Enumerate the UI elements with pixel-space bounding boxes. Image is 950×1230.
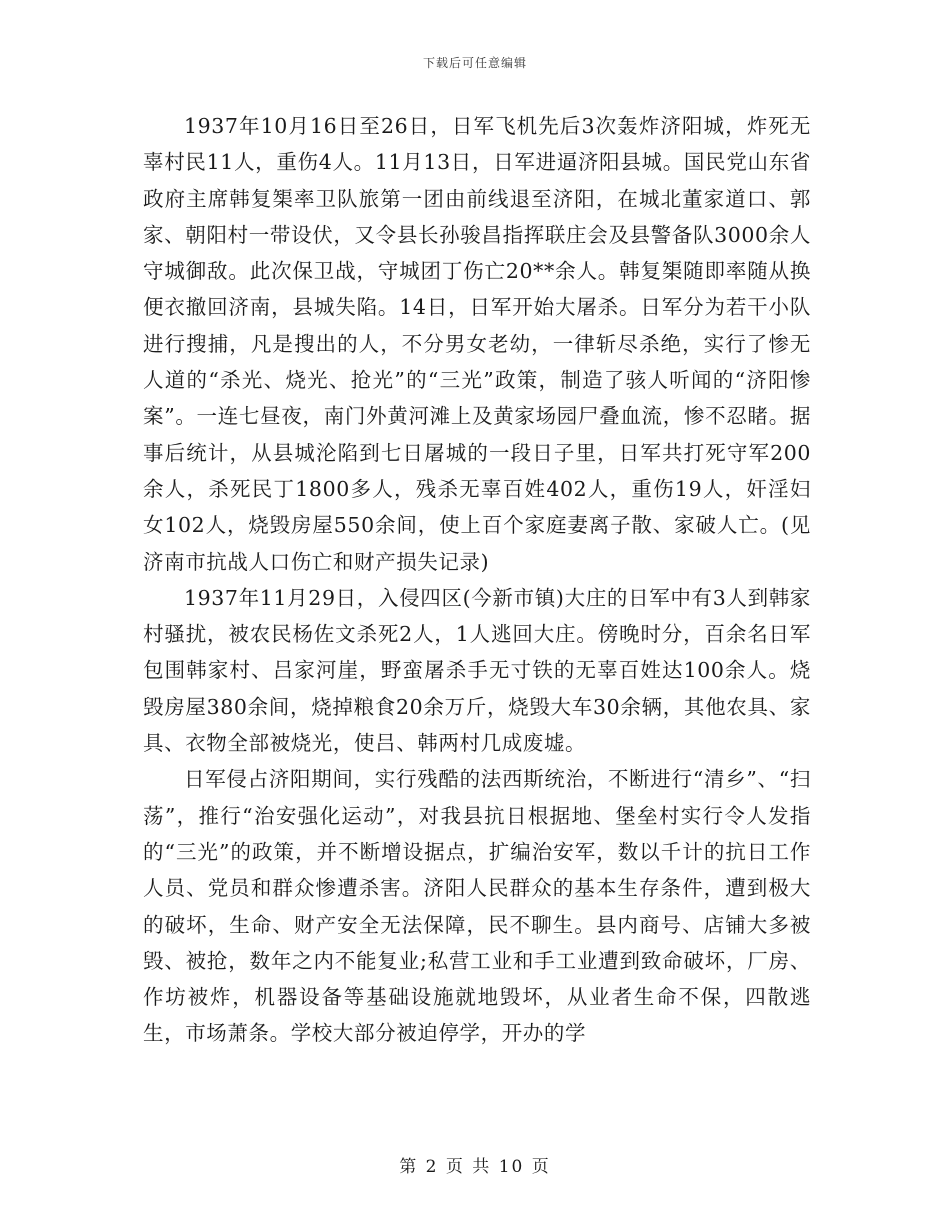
header-note: 下载后可任意编辑 bbox=[422, 56, 527, 70]
body-text bbox=[143, 108, 811, 1052]
paragraph-3: 日军侵占济阳期间，实行残酷的法西斯统治，不断进行“清乡”、“扫荡”，推行“治安强化运动”，对我县抗日根据地、堡垒村实行令人发指的“三光”的政策，并不断增设据点，扩编治安军，数以千计的抗日工作人员、党员和群众惨遭杀害。济阳人民群众的基本生存条件，遭到极大的破坏，生命、财产安全无法保障，民不聊生。县内商号、店铺大多被毁、被抢，数年之内不能复业;私营工业和手工业遭到致命破坏，厂房、作坊被炸，机器设备等基础设施就地毁坏，从业者生命不保，四散逃生，市场萧条。学校大部分被迫停学，开办的学 bbox=[143, 767, 811, 1046]
paragraph-1: 1937年10月16日至26日，日军飞机先后3次轰炸济阳城，炸死无辜村民11人，重伤4人。11月13日，日军进逼济阳县城。国民党山东省政府主席韩复榘率卫队旅第一团由前线退至济阳，在城北董家道口、郭家、朝阳村一带设伏，又令县长孙骏昌指挥联庄会及县警备队3000余人守城御敌。此次保卫战，守城团丁伤亡20**余人。韩复榘随即率随从换便衣撤回济南，县城失陷。14日，日军开始大屠杀。日军分为若干小队进行搜捕，凡是搜出的人，不分男女老幼，一律斩尽杀绝，实行了惨无人道的“杀光、烧光、抢光”的“三光”政策，制造了骇人听闻的“济阳惨案”。一连七昼夜，南门外黄河滩上及黄家场园尸叠血流，惨不忍睹。据事后统计，从县城沦陷到七日屠城的一段日子里，日军共打死守军200余人，杀死民丁1800多人，残杀无辜百姓402人，重伤19人，奸淫妇女102人，烧毁房屋550余间，使上百个家庭妻离子散、家破人亡。(见济南市抗战人口伤亡和财产损失记录) bbox=[143, 114, 811, 574]
paragraph-2: 1937年11月29日，入侵四区(今新市镇)大庄的日军中有3人到韩家村骚扰，被农民杨佐文杀死2人，1人逃回大庄。傍晚时分，百余名日军包围韩家村、吕家河崖，野蛮屠杀手无寸铁的无辜百姓达100余人。烧毁房屋380余间，烧掉粮食20余万斤，烧毁大车30余辆，其他农具、家具、衣物全部被烧光，使吕、韩两村几成废墟。 bbox=[143, 585, 811, 756]
page-number: 第 2 页 共 10 页 bbox=[399, 1157, 551, 1177]
